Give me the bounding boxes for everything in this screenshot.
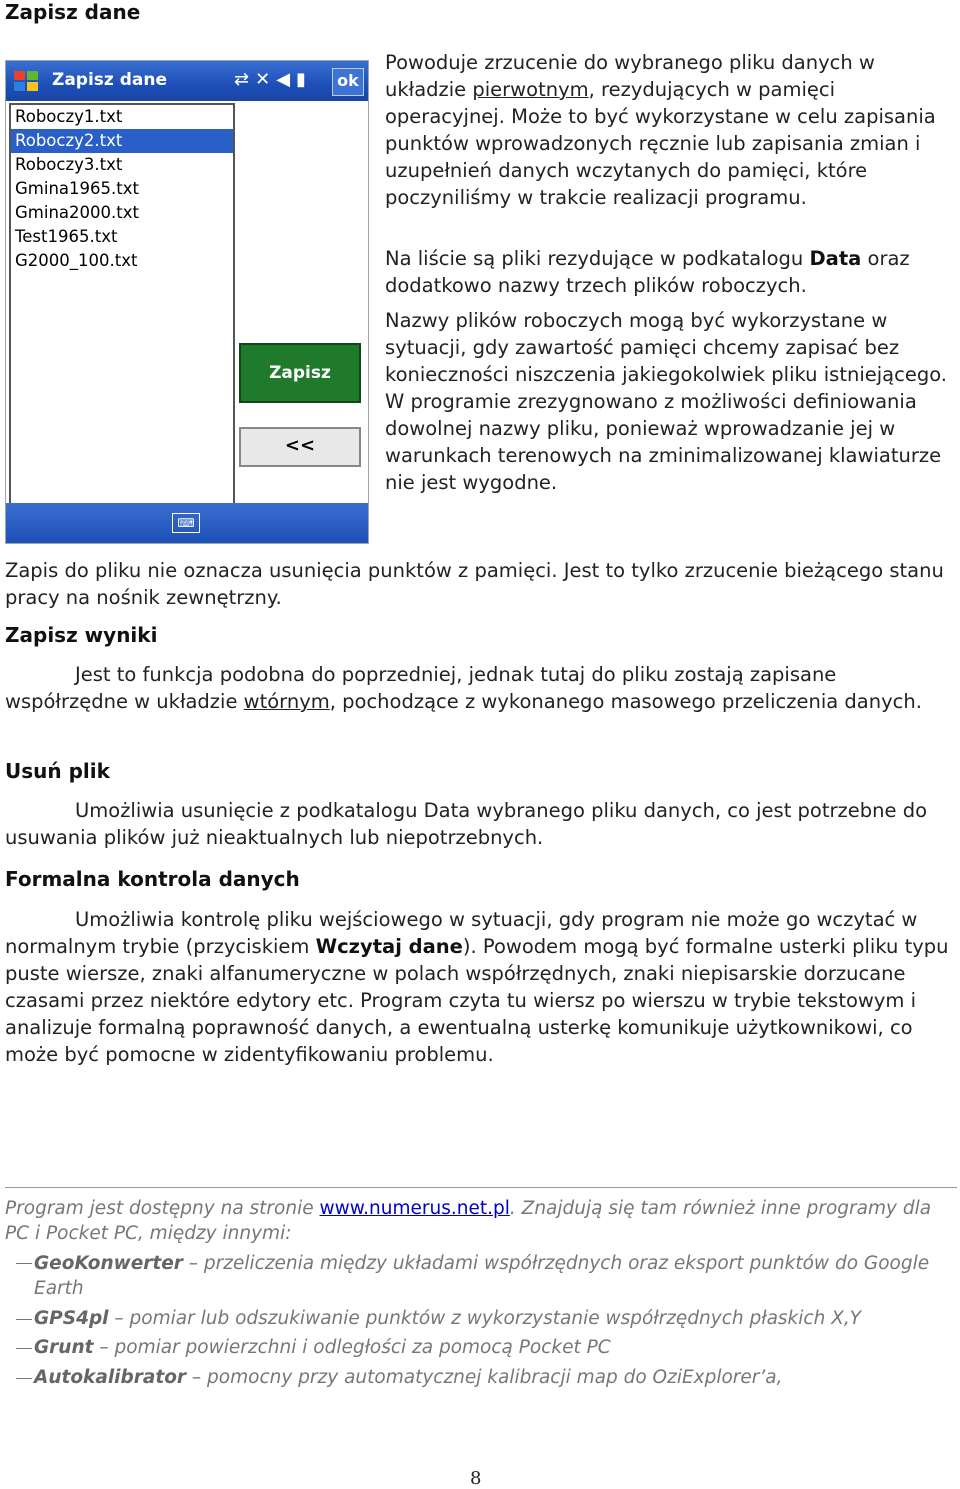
page-number: 8: [470, 1468, 482, 1489]
file-list[interactable]: [9, 103, 235, 505]
text: , rezydujących w pamięci operacyjnej. Może to być wykorzystane w celu zapisania punktów wprowadzonych ręcznie lub zapisania zmian i uzupełnień danych wczytanych do pamięci, które poczyniliśmy w trakcie realizacji programu.: [385, 78, 936, 209]
text: ). Powodem mogą być formalne usterki pliku typu puste wiersze, znaki alfanumeryczne w polach współrzędnych, znaki niepisarskie dorzucane czasami przez niektóre edytory etc. Program czyta tu wiersz po wierszu w trybie tekstowym i analizuje formalną poprawność danych, a ewentualną usterkę komunikuje użytkownikowi, co może być pomocne w zidentyfikowaniu problemu.: [5, 935, 949, 1066]
footer-divider: [5, 1187, 957, 1188]
pocket-pc-screenshot: [5, 60, 369, 544]
paragraph-zapisz-dane-3: Nazwy plików roboczych mogą być wykorzystane w sytuacji, gdy zawartość pamięci chcemy zapisać bez konieczności niszczenia jakiegokolwiek pliku istniejącego. W programie zrezygnowano z możliwości definiowania dowolnej nazwy pliku, ponieważ wprowadzanie jej w warunkach terenowych na zminimalizowanej klawiaturze nie jest wygodne.: [385, 309, 947, 494]
program-name: GeoKonwerter: [34, 1253, 183, 1274]
footer-item-autokalibrator: [16, 1365, 946, 1390]
program-desc: – pomiar lub odszukiwanie punktów z wykorzystanie współrzędnych płaskich X,Y: [108, 1308, 862, 1329]
program-name: Autokalibrator: [34, 1367, 187, 1388]
ok-button[interactable]: ok: [332, 68, 364, 96]
program-desc: – pomocny przy automatycznej kalibracji map do OziExplorer’a,: [186, 1367, 783, 1388]
text: Program jest dostępny na stronie: [5, 1198, 320, 1219]
paragraph-formalna-kontrola: [5, 906, 955, 1068]
list-item-selected[interactable]: Roboczy2.txt: [11, 129, 233, 153]
save-button[interactable]: Zapisz: [239, 343, 361, 403]
term-pierwotnym: pierwotnym: [472, 78, 589, 101]
dash-bullet: [16, 1319, 32, 1320]
list-item[interactable]: Gmina1965.txt: [15, 179, 139, 198]
keyboard-icon[interactable]: ⌨: [172, 513, 200, 533]
footer-intro: [5, 1196, 950, 1246]
list-item[interactable]: Gmina2000.txt: [15, 203, 139, 222]
volume-icon[interactable]: ◀: [276, 69, 297, 90]
bold-wczytaj-dane: Wczytaj dane: [315, 935, 463, 958]
signal-icon[interactable]: ✕: [255, 69, 277, 90]
title-bar: [6, 61, 368, 101]
website-link[interactable]: www.numerus.net.pl: [319, 1198, 510, 1219]
bold-data: Data: [809, 247, 862, 270]
list-item[interactable]: Roboczy3.txt: [15, 155, 123, 174]
dash-bullet: [16, 1348, 32, 1349]
status-icons[interactable]: [234, 69, 312, 90]
back-button[interactable]: <<: [239, 427, 361, 467]
section-heading-zapisz-wyniki: Zapisz wyniki: [5, 623, 158, 647]
term-wtornym: wtórnym: [243, 690, 330, 713]
paragraph-zapisz-dane-2: [385, 245, 955, 299]
dash-bullet: [16, 1378, 32, 1379]
bottom-bar: [6, 503, 368, 543]
text: . Znajdują się tam również inne programy dla PC i Pocket PC, między innymi:: [5, 1198, 932, 1244]
paragraph-usun-plik: Umożliwia usunięcie z podkatalogu Data wybranego pliku danych, co jest potrzebne do usuwania plików już nieaktualnych lub niepotrzebnych.: [5, 799, 928, 849]
paragraph-zapis: Zapis do pliku nie oznacza usunięcia punktów z pamięci. Jest to tylko zrzucenie bieżącego stanu pracy na nośnik zewnętrzny.: [5, 559, 944, 609]
list-item[interactable]: Test1965.txt: [15, 227, 118, 246]
footer-item-geokonwerter: [16, 1251, 936, 1301]
battery-icon[interactable]: ▮: [296, 69, 312, 90]
text: Umożliwia kontrolę pliku wejściowego w sytuacji, gdy program nie może go wczytać w normalnym trybie (przyciskiem: [5, 908, 918, 958]
list-item[interactable]: Roboczy1.txt: [15, 107, 123, 126]
window-title: Zapisz dane: [52, 70, 167, 90]
windows-flag-icon[interactable]: [12, 68, 40, 94]
program-desc: – przeliczenia między układami współrzędnych oraz eksport punktów do Google Earth: [34, 1253, 930, 1299]
program-desc: – pomiar powierzchni i odległości za pomocą Pocket PC: [93, 1337, 611, 1358]
text: Jest to funkcja podobna do poprzedniej, jednak tutaj do pliku zostają zapisane współrzędne w układzie: [5, 663, 837, 713]
section-heading-usun-plik: Usuń plik: [5, 759, 110, 783]
section-heading-formalna-kontrola: Formalna kontrola danych: [5, 867, 300, 891]
program-name: Grunt: [34, 1337, 94, 1358]
footer-item-grunt: [16, 1335, 946, 1360]
footer-item-gps4pl: [16, 1306, 946, 1331]
program-name: GPS4pl: [34, 1308, 109, 1329]
text: Powoduje zrzucenie do wybranego pliku danych w układzie: [385, 51, 875, 101]
text: oraz dodatkowo nazwy trzech plików roboczych.: [385, 247, 910, 297]
connectivity-icon[interactable]: ⇄: [234, 69, 256, 90]
text: , pochodzące z wykonanego masowego przeliczenia danych.: [329, 690, 922, 713]
paragraph-zapisz-dane-1: [385, 49, 955, 211]
dash-bullet: [16, 1263, 32, 1264]
list-item[interactable]: G2000_100.txt: [15, 251, 138, 270]
section-heading-zapisz-dane: Zapisz dane: [5, 0, 141, 24]
text: Na liście są pliki rezydujące w podkatalogu: [385, 247, 810, 270]
paragraph-zapisz-wyniki: [5, 661, 955, 715]
